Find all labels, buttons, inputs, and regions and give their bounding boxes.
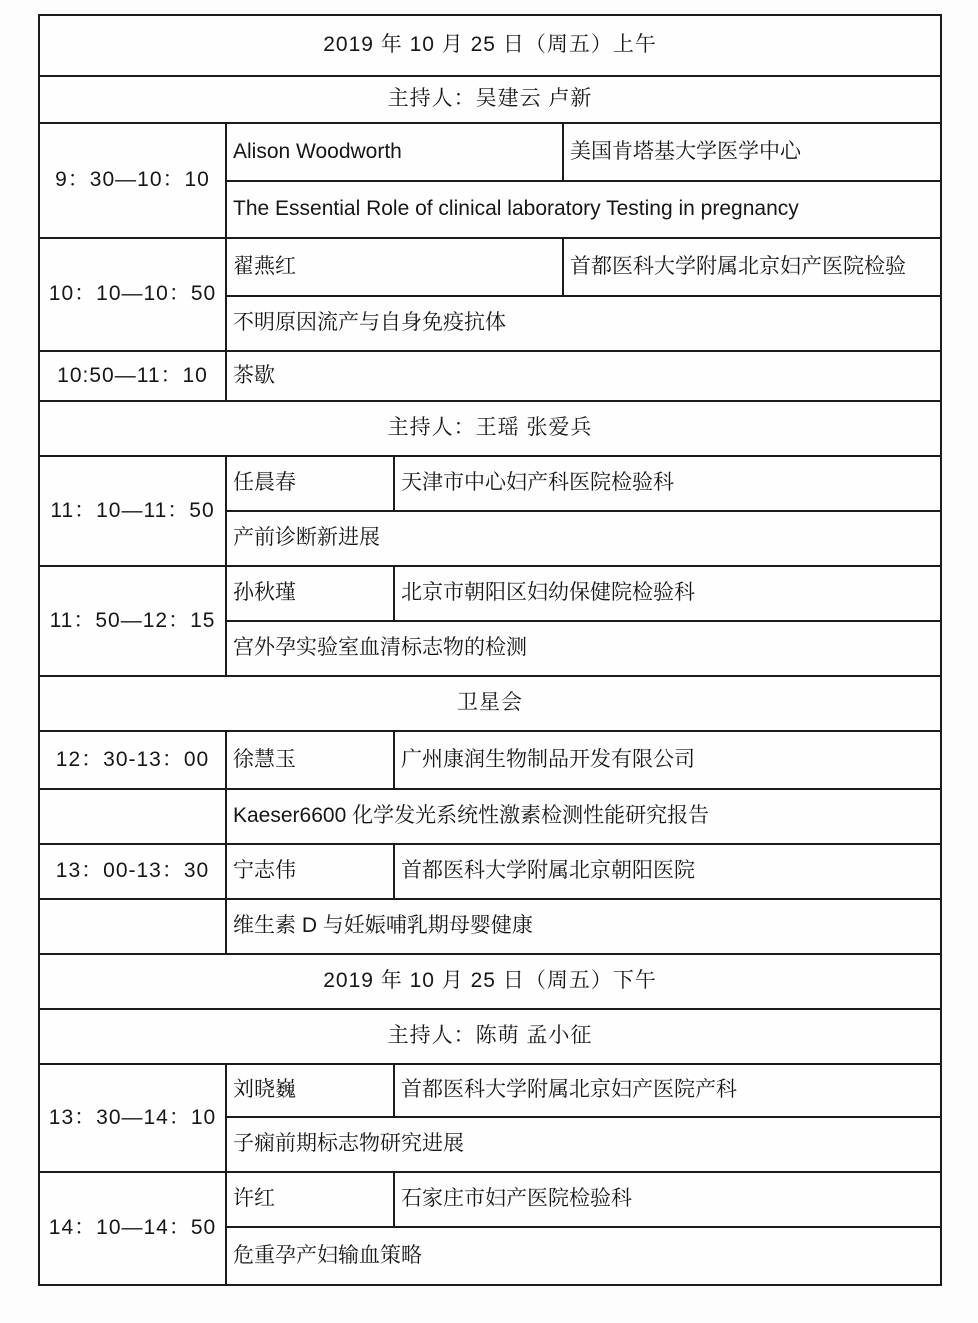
satellite-talk2-speaker: 宁志伟 <box>226 844 394 899</box>
talk3-affiliation: 天津市中心妇产科医院检验科 <box>394 456 941 511</box>
talk3-title: 产前诊断新进展 <box>226 511 941 566</box>
conference-schedule-table <box>38 14 942 1286</box>
talk4-time: 11：50—12：15 <box>39 566 226 676</box>
talk3-time: 11：10—11：50 <box>39 456 226 566</box>
talk2-time: 10：10—10：50 <box>39 238 226 351</box>
break-time: 10:50—11：10 <box>39 351 226 401</box>
talk2-title: 不明原因流产与自身免疫抗体 <box>226 296 941 351</box>
pm-talk2-time: 14：10—14：50 <box>39 1172 226 1285</box>
satellite-session-header: 卫星会 <box>39 676 941 731</box>
satellite-talk1-empty-time-cell <box>39 789 226 844</box>
pm-talk2-affiliation: 石家庄市妇产医院检验科 <box>394 1172 941 1227</box>
pm-talk2-title: 危重孕产妇输血策略 <box>226 1227 941 1285</box>
pm-talk1-speaker: 刘晓巍 <box>226 1064 394 1117</box>
am-date-header: 2019 年 10 月 25 日（周五）上午 <box>39 15 941 76</box>
pm-date-header: 2019 年 10 月 25 日（周五）下午 <box>39 954 941 1009</box>
pm-talk1-time: 13：30—14：10 <box>39 1064 226 1172</box>
satellite-talk2-affiliation: 首都医科大学附属北京朝阳医院 <box>394 844 941 899</box>
satellite-talk1-time: 12：30-13：00 <box>39 731 226 789</box>
talk2-affiliation: 首都医科大学附属北京妇产医院检验 <box>563 238 941 296</box>
talk4-affiliation: 北京市朝阳区妇幼保健院检验科 <box>394 566 941 621</box>
am-moderators-2: 主持人：王瑶 张爱兵 <box>39 401 941 456</box>
break-label: 茶歇 <box>226 351 941 401</box>
pm-talk1-title: 子痫前期标志物研究进展 <box>226 1117 941 1172</box>
talk3-speaker: 任晨春 <box>226 456 394 511</box>
pm-talk1-affiliation: 首都医科大学附属北京妇产医院产科 <box>394 1064 941 1117</box>
talk1-affiliation: 美国肯塔基大学医学中心 <box>563 123 941 181</box>
am-moderators-1: 主持人：吴建云 卢新 <box>39 76 941 123</box>
satellite-talk1-title: Kaeser6600 化学发光系统性激素检测性能研究报告 <box>226 789 941 844</box>
talk4-speaker: 孙秋瑾 <box>226 566 394 621</box>
talk1-time: 9：30—10：10 <box>39 123 226 238</box>
talk2-speaker: 翟燕红 <box>226 238 563 296</box>
satellite-talk1-affiliation: 广州康润生物制品开发有限公司 <box>394 731 941 789</box>
talk1-speaker: Alison Woodworth <box>226 123 563 181</box>
satellite-talk2-title: 维生素 D 与妊娠哺乳期母婴健康 <box>226 899 941 954</box>
pm-moderators: 主持人：陈萌 孟小征 <box>39 1009 941 1064</box>
talk4-title: 宫外孕实验室血清标志物的检测 <box>226 621 941 676</box>
satellite-talk2-time: 13：00-13：30 <box>39 844 226 899</box>
satellite-talk1-speaker: 徐慧玉 <box>226 731 394 789</box>
satellite-talk2-empty-time-cell <box>39 899 226 954</box>
pm-talk2-speaker: 许红 <box>226 1172 394 1227</box>
talk1-title: The Essential Role of clinical laboratory Testing in pregnancy <box>226 181 941 238</box>
